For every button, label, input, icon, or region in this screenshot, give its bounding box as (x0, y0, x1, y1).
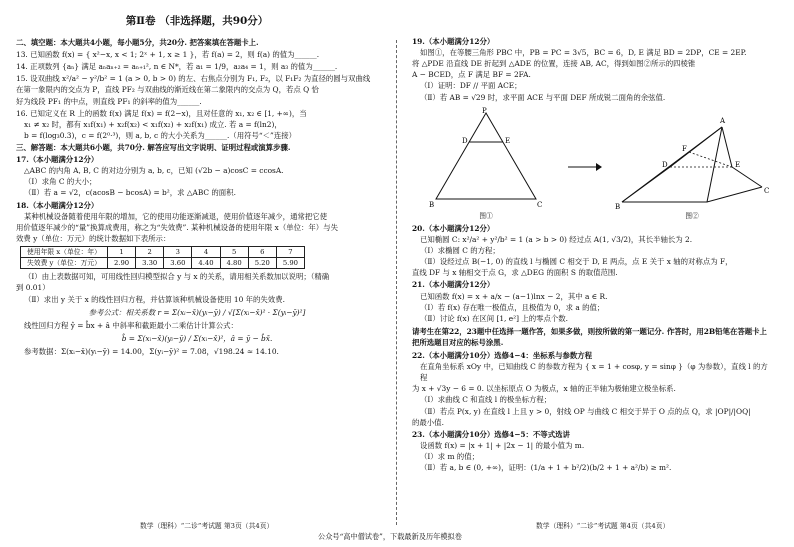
edge-ac (707, 127, 722, 202)
question-17 (16, 154, 378, 198)
regression-formula: b̂ = Σ(xᵢ−x̄)(yᵢ−ȳ) / Σ(xᵢ−x̄)²，â = ȳ − b̂x̄. (121, 333, 273, 343)
table-cell: 4.40 (192, 258, 220, 269)
figure-1-caption: 图① (479, 211, 493, 220)
question-21-part1: （Ⅰ）若 f(x) 存在唯一极值点，且极值为 0，求 a 的值； (420, 302, 605, 312)
question-22-part2-cont: 的最小值. (412, 417, 444, 427)
question-22-stem1: 在直角坐标系 xOy 中，已知曲线 C 的参数方程为 { x = 1 + cosφ, y = sinφ }（φ 为参数），直线 l 的方程 (420, 362, 768, 383)
edge-ec (732, 167, 762, 187)
table-cell: 2 (136, 246, 164, 257)
label-a: A (720, 116, 726, 125)
table-cell: 5.20 (248, 258, 276, 269)
question-16 (16, 108, 378, 141)
question-23-stem: 设函数 f(x) = |x + 1| + |2x − 1| 的最小值为 m. (420, 440, 585, 450)
question-21-stem: 已知函数 f(x) = x + a/x − (a−1)lnx − 2，其中 a ∈ R. (420, 291, 608, 301)
question-23-part2: （Ⅱ）若 a, b ∈ (0, +∞)，证明：(1/a + 1 + b²/2)(b/2 + 1 + a²/b) ≥ m². (420, 463, 672, 473)
table-cell: 3 (164, 246, 192, 257)
label-c: C (537, 200, 543, 209)
question-18-part2: （Ⅱ）求出 y 关于 x 的线性回归方程，并估算该种机械设备使用 10 年的失效费. (24, 294, 285, 304)
question-17-stem: △ABC 的内角 A, B, C 的对边分别为 a, b, c，已知 (√2b − a)cosC = ccosA. (24, 166, 284, 176)
question-17-part1: （Ⅰ）求角 C 的大小； (24, 177, 97, 187)
question-18-header: 18.（本小题满分12分） (16, 200, 99, 210)
table-cell: 3.60 (164, 258, 192, 269)
label-e: E (505, 136, 511, 145)
edge-ae (722, 127, 732, 167)
table-cell: 4 (192, 246, 220, 257)
question-21 (412, 279, 774, 323)
label-d: D (462, 136, 468, 145)
table-row-label: 使用年限 x（单位：年） (21, 246, 108, 257)
question-23-part1: （Ⅰ）求 m 的值； (420, 452, 479, 462)
label-f: F (682, 144, 687, 153)
question-20-stem: 已知椭圆 C: x²/a² + y²/b² = 1 (a > b > 0) 经过点 A(1, √3/2)，其长半轴长为 2. (420, 234, 693, 244)
question-18-part1: （Ⅰ）由上表数据可知，可用线性回归模型拟合 y 与 x 的关系，请用相关系数加以说明；（精确 (24, 272, 330, 282)
figure-1 (416, 107, 556, 221)
question-15-line2: 在第一象限内的交点为 P，直线 PF₂ 与双曲线的渐近线在第二象限内的交点为 Q，若点 Q 恰 (16, 85, 319, 95)
label-c2: C (764, 186, 770, 195)
question-16-line2: x₁ ≠ x₂ 时，都有 x₁f(x₁) + x₂f(x₂) < x₁f(x₂) + x₂f(x₁) 成立. 若 a = f(ln2)， (24, 119, 282, 129)
question-18-part1-cont: 到 0.01） (16, 283, 50, 293)
question-20-header: 20.（本小题满分12分） (412, 223, 495, 233)
question-15-line1: 15. 设双曲线 x²/a² − y²/b² = 1 (a > 0, b > 0) 的左、右焦点分别为 F₁, F₂，以 F₁F₂ 为直径的圆与双曲线 (16, 74, 371, 84)
page-footer-right: 数学（理科）“二诊”考试题 第4页（共4页） (536, 522, 670, 530)
question-20-part1: （Ⅰ）求椭圆 C 的方程； (420, 246, 500, 256)
right-column (412, 36, 774, 474)
segment-ef (689, 152, 732, 167)
question-18-stem1: 某种机械设备随着使用年限的增加，它的使用功能逐渐减退，使用价值逐年减少，通常把它使 (24, 211, 328, 221)
data-table (20, 246, 305, 269)
question-22-part2: （Ⅱ）若点 P(x, y) 在直线 l 上且 y > 0，射线 OP 与曲线 C 相交于异于 O 点的点 Q，求 |OP|/|OQ| (420, 406, 751, 416)
label-b: B (429, 200, 435, 209)
figure-2-pyramid (612, 107, 772, 211)
column-divider (396, 40, 397, 525)
figure-1-triangle (416, 107, 556, 211)
reference-data: 参考数据：Σ(xᵢ−x̄)(yᵢ−ȳ) = 14.00，Σ(yᵢ−ȳ)² = 7.08，√198.24 ≈ 14.10. (24, 347, 279, 356)
question-23-header: 23.（本小题满分10分）选修4−5：不等式选讲 (412, 429, 570, 439)
question-20-part2: （Ⅱ）设经过点 B(−1, 0) 的直线 l 与椭圆 C 相交于 D, E 两点，点 E 关于 x 轴的对称点为 F， (420, 257, 733, 267)
question-20 (412, 223, 774, 279)
bottom-notice: 公众号“高中僧试卷”，下载最新及历年模拟卷 (318, 532, 462, 541)
question-15-line3: 好为线段 PF₁ 的中点，则直线 PF₁ 的斜率的值为______. (16, 96, 202, 106)
question-17-header: 17.（本小题满分12分） (16, 155, 99, 165)
label-e2: E (735, 160, 741, 169)
question-22-header: 22.（本小题满分10分）选修4−4：坐标系与参数方程 (412, 351, 593, 361)
question-17-part2: （Ⅱ）若 a = √2，c(acosB − bcosA) = b²，求 △ABC 的面积. (24, 188, 236, 198)
question-19-header: 19.（本小题满分12分） (412, 37, 495, 46)
left-column (16, 36, 378, 358)
regression-text: 线性回归方程 ŷ = b̂x + â 中斜率和截距最小二乘估计计算公式： (24, 320, 238, 330)
correlation-formula: 参考公式：相关系数 r = Σ(xᵢ−x̄)(yᵢ−ȳ) / √[Σ(xᵢ−x̄)² · Σ(yᵢ−ȳ)²] (88, 307, 306, 317)
question-19-stem3: A − BCED，点 F 满足 BF = 2FA. (412, 70, 531, 80)
table-row-label: 失效费 y（单位：万元） (21, 258, 108, 269)
edge-ad (670, 127, 722, 167)
question-16-line3: b = f(log₃0.3)，c = f(2⁰·³)，则 a, b, c 的大小关系为______.（用符号“＜”连接） (24, 130, 296, 140)
table-cell: 6 (248, 246, 276, 257)
question-19-stem1: 如图①，在等腰三角形 PBC 中，PB = PC = 3√5，BC = 6，D, E 满足 BD = 2DP，CE = 2EP. (420, 48, 747, 58)
figures (416, 107, 772, 221)
table-cell: 1 (107, 246, 135, 257)
page-title: 第Ⅱ卷 （非选择题，共90分） (125, 15, 269, 27)
question-22-part1: （Ⅰ）求曲线 C 和直线 l 的极坐标方程； (420, 395, 552, 405)
question-18-stem2: 用价值逐年减少的“量”换算成费用，称之为“失效费”. 某种机械设备的使用年限 x（单位：年）与失 (16, 222, 338, 232)
question-14: 14. 正项数列 {aₙ} 满足 aₙaₙ₊₂ = aₙ₊₁², n ∈ N*，若 a₁ = 1/9，a₂a₄ = 1，则 a₃ 的值为______. (16, 62, 338, 72)
figure-2-caption: 图② (685, 211, 699, 220)
question-18-stem3: 效费 y（单位：万元）的统计数据如下表所示： (16, 233, 171, 243)
figure-2 (612, 107, 772, 221)
question-19 (412, 36, 774, 221)
question-13: 13. 已知函数 f(x) = { x²−x, x < 1; 2ˣ + 1, x ≥ 1 }，若 f(a) = 2，则 f(a) 的值为______. (16, 50, 320, 60)
question-18 (16, 200, 378, 358)
section-solutions: 三、解答题：本大题共6小题，共70分. 解答应写出文字说明、证明过程或演算步骤. (16, 142, 291, 152)
question-16-line1: 16. 已知定义在 R 上的函数 f(x) 满足 f(x) = f(2−x)，且对任意的 x₁, x₂ ∈ [1, +∞)，当 (16, 108, 307, 118)
question-20-part2-cont: 直线 DF 与 x 轴相交于点 G，求 △DEG 的面积 S 的取值范围. (412, 268, 618, 278)
table-cell: 5 (220, 246, 248, 257)
pyramid-base-front (622, 187, 762, 202)
table-cell: 5.90 (276, 258, 304, 269)
page-footer-left: 数学（理科）“二诊”考试题 第3页（共4页） (140, 522, 274, 530)
section-fill-blank: 二、填空题：本大题共4小题，每小题5分，共20分. 把答案填在答题卡上. (16, 38, 259, 47)
label-d2: D (662, 160, 668, 169)
table-cell: 4.80 (220, 258, 248, 269)
table-row (21, 258, 305, 269)
table-cell: 2.90 (107, 258, 135, 269)
table-row (21, 246, 305, 257)
question-23 (412, 429, 774, 473)
table-cell: 3.30 (136, 258, 164, 269)
question-19-part1: （Ⅰ）证明：DF // 平面 ACE； (420, 81, 522, 91)
question-19-part2: （Ⅱ）若 AB = √29 时，求平面 ACE 与平面 DEF 所成锐二面角的余弦值. (420, 92, 666, 102)
table-cell: 7 (276, 246, 304, 257)
question-21-part2: （Ⅱ）讨论 f(x) 在区间 [1, e²] 上的零点个数. (420, 313, 569, 323)
question-15 (16, 73, 378, 106)
label-p: P (482, 106, 487, 115)
elective-notice: 请考生在第22，23题中任选择一题作答，如果多做，则按所做的第一题记分. 作答时，用2B铅笔在答题卡上把所选题目对应的标号涂黑. (412, 326, 767, 347)
question-22-stem2: 为 x + √3y − 6 = 0. 以坐标原点 O 为极点，x 轴的正半轴为极轴建立极坐标系. (412, 384, 676, 394)
question-22 (412, 350, 774, 428)
arrow-icon (564, 107, 604, 211)
question-21-header: 21.（本小题满分12分） (412, 280, 495, 290)
triangle-pbc (436, 113, 536, 199)
question-19-stem2: 将 △PDE 沿直线 DE 折起到 △ADE 的位置，连接 AB, AC，得到如图②所示的四棱锥 (412, 59, 696, 69)
label-b2: B (615, 202, 621, 211)
